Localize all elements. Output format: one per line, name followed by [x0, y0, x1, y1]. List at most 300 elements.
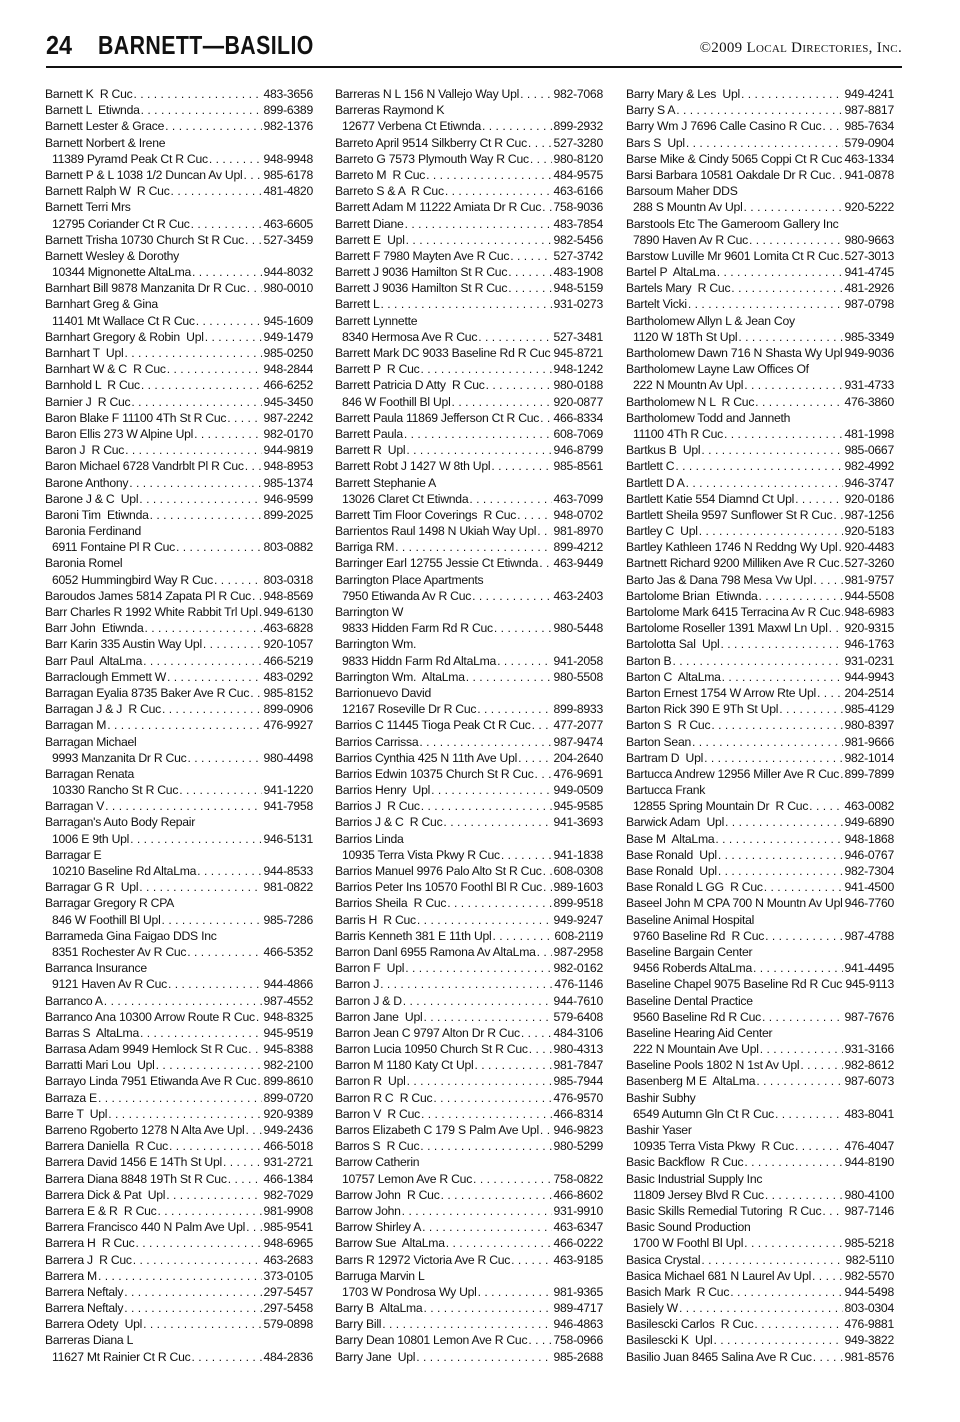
listing-phone: 483-3656 [263, 87, 313, 101]
dot-leader [686, 135, 844, 151]
dot-leader [472, 588, 552, 604]
listing-name: Barrera Francisco 440 N Palm Ave Upl [45, 1220, 246, 1235]
listing-phone: 989-4717 [553, 1301, 603, 1316]
listing-entry [45, 863, 313, 879]
listing-name: 10344 Mignonette AltaLma [52, 265, 191, 280]
dot-leader [171, 183, 263, 199]
listing-entry [626, 1268, 894, 1284]
listing-name: Barranco Ana 10300 Arrow Route R Cuc [45, 1009, 255, 1024]
listing-phone: 899-0720 [263, 1090, 313, 1105]
dot-leader [407, 1073, 553, 1089]
listing-name: Barrett Adam M 11222 Amiata Dr R Cuc [335, 200, 542, 215]
listing-entry [335, 86, 603, 102]
listing-entry [626, 620, 894, 636]
listing-name: Barragar G R Upl [45, 880, 139, 895]
listing-phone: 949-6130 [263, 605, 313, 619]
listing-entry [45, 1219, 313, 1235]
listing-phone: 987-8817 [844, 103, 894, 118]
listing-name: Bartholomew N L R Cuc [626, 394, 755, 409]
listing-entry [45, 1025, 313, 1041]
listing-entry [335, 345, 603, 361]
dot-leader [486, 377, 553, 393]
listing-name: Barnett L Etiwnda [45, 103, 140, 118]
listing-name: Barrera J R Cuc [45, 1252, 132, 1267]
listing-entry [45, 798, 313, 814]
listing-entry [626, 216, 894, 232]
dot-leader [511, 1252, 552, 1268]
listing-entry [45, 523, 313, 539]
listing-name: Bartlett Sheila 9597 Sunflower St R Cuc [626, 507, 833, 522]
listing-phone: 980-8397 [844, 718, 894, 733]
listing-name: Basiely W [626, 1301, 678, 1316]
listing-entry [45, 636, 313, 652]
dot-leader [762, 1009, 844, 1025]
listing-entry [335, 960, 603, 976]
page-number: 24 [46, 30, 73, 60]
dot-leader [406, 442, 552, 458]
listing-phone: 985-9541 [263, 1220, 313, 1235]
listing-entry [45, 555, 313, 571]
dot-leader [491, 458, 552, 474]
listing-entry [626, 1154, 894, 1170]
listing-entry [335, 863, 603, 879]
listing-entry [45, 1300, 313, 1316]
listing-name: Barton C AltaLma [626, 669, 721, 684]
listing-name: Base Ronald Upl [626, 864, 717, 878]
listing-entry [45, 831, 313, 847]
dot-leader [130, 831, 262, 847]
dot-leader [688, 296, 844, 312]
listing-entry [335, 1316, 603, 1332]
listing-column-2 [335, 86, 603, 1365]
dot-leader [176, 539, 262, 555]
listing-phone: 204-2640 [553, 750, 603, 765]
listing-entry [45, 183, 313, 199]
page-header [46, 30, 902, 62]
listing-name: Bartolotta Sal Upl [626, 637, 720, 652]
dot-leader [840, 248, 843, 264]
dot-leader [131, 394, 262, 410]
listing-entry [45, 1252, 313, 1268]
dot-leader [730, 1284, 843, 1300]
dot-leader [839, 539, 844, 555]
dot-leader [98, 1268, 263, 1284]
listing-entry [335, 167, 603, 183]
listing-name: Barrios Peter Ins 10570 Foothl Bl R Cuc [335, 880, 543, 895]
dot-leader [699, 523, 844, 539]
listing-name: Bartkus B Upl [626, 443, 701, 458]
listing-name: Barris H R Cuc [335, 912, 416, 927]
listing-phone: 476-9927 [263, 718, 313, 733]
dot-leader [718, 863, 844, 879]
dot-leader [812, 1268, 843, 1284]
dot-leader [840, 766, 843, 782]
listing-phone: 948-8569 [263, 588, 313, 603]
listing-name: 1703 W Pondrosa Wy Upl [342, 1284, 477, 1299]
listing-name: 222 N Mountain Ave Upl [633, 1042, 759, 1057]
dot-leader [139, 879, 262, 895]
listing-phone: 941-1838 [553, 847, 603, 862]
listing-phone: 297-5458 [263, 1301, 313, 1316]
dot-leader [452, 394, 553, 410]
copyright-notice: ©2009 Local Directories, Inc. [699, 40, 902, 56]
listing-phone: 931-4733 [844, 378, 894, 393]
dot-leader [423, 1300, 552, 1316]
listing-name: Barron J [335, 977, 380, 992]
dot-leader [421, 798, 553, 814]
listing-entry [626, 960, 894, 976]
listing-name: Barrett Mark DC 9033 Baseline Rd R Cuc [335, 346, 551, 360]
listing-name: 11389 Pyramd Peak Ct R Cuc [52, 151, 208, 166]
listing-phone: 948-6965 [263, 1236, 313, 1251]
listing-name: Basilio Juan 8465 Salina Ave R Cuc [626, 1349, 812, 1364]
listing-entry [45, 410, 313, 426]
dot-leader [701, 1252, 844, 1268]
dot-leader [711, 717, 843, 733]
dot-leader [508, 264, 552, 280]
listing-phone: 803-0304 [844, 1301, 894, 1316]
dot-leader [717, 264, 844, 280]
dot-leader [443, 814, 552, 830]
listing-name: Barton Sean [626, 734, 692, 749]
listing-entry [626, 976, 894, 992]
listing-phone: 985-7286 [263, 912, 313, 927]
listing-entry [45, 86, 313, 102]
listing-name: Barrow Catherin [335, 1155, 420, 1170]
listing-phone: 982-8612 [844, 1058, 894, 1073]
dot-leader [165, 118, 262, 134]
listing-entry [45, 361, 313, 377]
dot-leader [755, 394, 843, 410]
listing-phone: 949-6890 [844, 815, 894, 830]
listing-phone: 945-9519 [263, 1025, 313, 1040]
listing-phone: 945-9113 [845, 977, 894, 992]
listing-entry [335, 361, 603, 377]
listing-entry [626, 1090, 894, 1106]
dot-leader [445, 183, 553, 199]
listing-entry [45, 912, 313, 928]
listing-name: Barrios Manuel 9976 Palo Alto St R Cuc [335, 864, 542, 878]
listing-phone: 463-2403 [553, 588, 603, 603]
listing-name: Base Ronald Upl [626, 847, 717, 862]
listing-name: 6911 Fontaine Pl R Cuc [52, 540, 175, 555]
dot-leader [104, 993, 263, 1009]
listing-name: Barone Anthony [45, 475, 129, 490]
listing-entry [45, 118, 313, 134]
dot-leader [223, 1154, 263, 1170]
dot-leader [197, 863, 262, 879]
dot-leader [813, 572, 843, 588]
listing-phone: 476-3860 [844, 394, 894, 409]
dot-leader [724, 426, 844, 442]
listing-phone: 920-1057 [263, 637, 313, 652]
listing-name: Barragar E [45, 847, 102, 862]
listing-entry [335, 1122, 603, 1138]
listing-entry [626, 1138, 894, 1154]
dot-leader [257, 1073, 262, 1089]
listing-name: Barsi Barbara 10581 Oakdale Dr R Cuc [626, 167, 832, 182]
listing-entry [45, 1154, 313, 1170]
listing-name: Barnett Lester & Grace [45, 119, 165, 134]
listing-name: Barrasa Adam 9949 Hemlock St R Cuc [45, 1042, 248, 1057]
listing-name: Barstow Luville Mr 9601 Lomita Ct R Cuc [626, 248, 840, 263]
dot-leader [403, 993, 553, 1009]
listing-entry [45, 782, 313, 798]
listing-phone: 941-0878 [844, 167, 894, 182]
listing-entry [45, 442, 313, 458]
listing-entry [335, 329, 603, 345]
listing-phone: 985-0250 [263, 346, 313, 360]
dot-leader [228, 1171, 263, 1187]
listing-entry [626, 1073, 894, 1089]
listing-name: Basich Mark R Cuc [626, 1284, 730, 1299]
listing-name: Barr Paul AltaLma [45, 653, 143, 668]
listing-name: Barnhart Greg & Gina [45, 297, 158, 312]
listing-entry [45, 1235, 313, 1251]
listing-entry [45, 1090, 313, 1106]
listing-entry [335, 1203, 603, 1219]
listing-entry [335, 1090, 603, 1106]
dot-leader [543, 879, 552, 895]
listing-phone: 949-3822 [844, 1333, 894, 1348]
listing-entry [335, 1106, 603, 1122]
dot-leader [478, 1284, 553, 1300]
listing-entry [335, 475, 603, 491]
listing-name: Barragan J & J R Cuc [45, 702, 161, 717]
dot-leader [158, 1203, 263, 1219]
listing-name: Basilescki K Upl [626, 1333, 713, 1348]
listing-entry [335, 1041, 603, 1057]
listing-name: Base M AltaLma [626, 831, 715, 846]
listing-entry [626, 523, 894, 539]
dot-leader [478, 329, 552, 345]
listing-entry [626, 847, 894, 863]
listing-name: Barragar Gregory R CPA [45, 896, 175, 911]
listing-name: 222 N Mountn Av Upl [633, 378, 744, 393]
listing-phone: 982-5110 [845, 1252, 894, 1267]
listing-entry [626, 410, 894, 426]
dot-leader [731, 280, 843, 296]
listing-phone: 945-8388 [263, 1042, 313, 1057]
listing-phone: 920-9315 [844, 621, 894, 636]
listing-name: Base Ronald L GG R Cuc [626, 880, 763, 895]
dot-leader [166, 1187, 262, 1203]
listing-phone: 982-7029 [263, 1187, 313, 1202]
listing-entry [335, 993, 603, 1009]
dot-leader [245, 1122, 262, 1138]
listing-phone: 980-5508 [553, 669, 603, 684]
listing-entry [335, 782, 603, 798]
dot-leader [406, 232, 553, 248]
listing-name: Barron Jane Upl [335, 1009, 423, 1024]
listing-phone: 985-5218 [844, 1236, 894, 1251]
listing-phone: 484-9575 [553, 167, 603, 182]
listing-name: 11100 4Th R Cuc [633, 426, 723, 441]
listing-entry [335, 912, 603, 928]
listing-phone: 987-0798 [844, 297, 894, 312]
listing-phone: 941-4495 [844, 961, 894, 976]
listing-phone: 758-0822 [553, 1171, 603, 1186]
listing-phone: 899-8610 [263, 1074, 313, 1089]
listing-entry [335, 653, 603, 669]
listing-name: Barron J & D [335, 993, 402, 1008]
listing-name: Bartlett Katie 554 Diamnd Ct Upl [626, 491, 795, 506]
listing-entry [626, 1009, 894, 1025]
listing-entry [335, 216, 603, 232]
dot-leader [167, 669, 263, 685]
listing-entry [626, 831, 894, 847]
listing-entry [626, 199, 894, 215]
listing-name: Basica Crystal [626, 1252, 701, 1267]
listing-name: 9456 Roberds AltaLma [633, 961, 752, 976]
dot-leader [421, 1106, 553, 1122]
listing-name: Barton Rick 390 E 9Th St Upl [626, 702, 779, 717]
dot-leader [738, 329, 843, 345]
listing-name: Baronia Romel [45, 556, 123, 571]
listing-entry [335, 1138, 603, 1154]
listing-entry [626, 944, 894, 960]
listing-entry [335, 280, 603, 296]
listing-entry [626, 604, 894, 620]
listing-phone: 920-4483 [844, 540, 894, 555]
listing-phone: 948-5159 [553, 281, 603, 296]
listing-name: Bartels Mary R Cuc [626, 281, 731, 296]
listing-phone: 920-0877 [553, 394, 603, 409]
listing-name: Barrett E Upl [335, 232, 405, 247]
dot-leader [704, 750, 843, 766]
listing-phone: 899-2025 [263, 507, 313, 522]
listing-phone: 980-0010 [263, 281, 313, 296]
listing-phone: 981-9908 [263, 1203, 313, 1218]
dot-leader [179, 782, 262, 798]
listing-phone: 949-2436 [263, 1123, 313, 1137]
listing-phone: 944-8032 [263, 265, 313, 280]
listing-entry [335, 183, 603, 199]
dot-leader [833, 507, 843, 523]
listing-phone: 948-9948 [263, 151, 313, 166]
listing-phone: 980-4313 [553, 1042, 603, 1057]
listing-phone: 899-7899 [844, 766, 894, 781]
listing-name: Barriga RM [335, 540, 395, 555]
listing-entry [45, 960, 313, 976]
listing-phone: 463-0082 [844, 799, 894, 814]
listing-name: Barnhart T Upl [45, 346, 124, 360]
listing-entry [626, 1219, 894, 1235]
listing-entry [626, 572, 894, 588]
listing-phone: 944-9819 [263, 443, 313, 458]
listing-name: Barrington Wm. [335, 637, 417, 652]
listing-entry [335, 879, 603, 895]
listing-phone: 987-7676 [844, 1009, 894, 1024]
listing-entry [335, 669, 603, 685]
listing-phone: 899-9518 [553, 896, 603, 911]
listing-entry [335, 1268, 603, 1284]
dot-leader [227, 410, 262, 426]
listing-phone: 985-8561 [553, 459, 603, 474]
dot-leader [539, 555, 552, 571]
listing-name: Barrientos Raul 1498 N Ukiah Way Upl [335, 524, 537, 539]
listing-phone: 982-7304 [844, 864, 894, 878]
dot-leader [105, 798, 262, 814]
listing-phone: 944-7610 [553, 993, 603, 1008]
listing-phone: 946-1763 [844, 637, 894, 652]
listing-phone: 948-8953 [263, 459, 313, 474]
dot-leader [764, 879, 844, 895]
listing-phone: 481-2926 [844, 281, 894, 296]
dot-leader [129, 475, 262, 491]
listing-entry [45, 1332, 313, 1348]
listing-entry [335, 604, 603, 620]
listing-phone: 466-8334 [553, 410, 603, 425]
listing-phone: 948-1242 [553, 362, 603, 377]
listing-phone: 920-5183 [844, 524, 894, 539]
listing-name: Basic Sound Production [626, 1220, 751, 1235]
dot-leader [423, 1009, 552, 1025]
listing-phone: 941-7958 [263, 799, 313, 814]
listing-name: Barrett Robt J 1427 W 8th Upl [335, 459, 491, 474]
listing-entry [335, 1025, 603, 1041]
listing-entry [335, 232, 603, 248]
listing-entry [626, 734, 894, 750]
listing-name: 846 W Foothill Bl Upl [342, 394, 451, 409]
dot-leader [722, 669, 844, 685]
listing-phone: 987-2242 [263, 410, 313, 425]
listing-phone: 948-8325 [263, 1009, 313, 1024]
listing-name: Barton B [626, 653, 672, 668]
listing-entry [626, 912, 894, 928]
listing-phone: 949-1479 [263, 329, 313, 344]
listing-phone: 985-6178 [263, 167, 313, 182]
listing-entry [45, 1284, 313, 1300]
listing-name: Barreras Diana L [45, 1333, 134, 1348]
listing-name: Barros S R Cuc [335, 1139, 420, 1154]
listing-phone: 987-9474 [553, 734, 603, 749]
listing-name: Barragan M [45, 718, 107, 733]
listing-entry [45, 1073, 313, 1089]
listing-name: 13026 Claret Ct Etiwnda [342, 491, 469, 506]
listing-name: 9833 Hiddn Farm Rd AltaLma [342, 653, 497, 668]
listing-entry [335, 636, 603, 652]
listing-entry [45, 394, 313, 410]
listing-entry [335, 572, 603, 588]
listing-name: Barrett L [335, 297, 380, 312]
listing-phone: 987-2958 [553, 944, 603, 959]
listing-entry [335, 248, 603, 264]
listing-phone: 463-2683 [263, 1252, 313, 1267]
listing-phone: 463-6605 [263, 216, 313, 231]
listing-entry [626, 475, 894, 491]
listing-phone: 946-8799 [553, 443, 603, 458]
listing-name: Bashir Subhy [626, 1090, 696, 1105]
listing-name: Barnier J R Cuc [45, 394, 131, 409]
dot-leader [759, 588, 844, 604]
listing-name: 10210 Baseline Rd AltaLma [52, 864, 197, 878]
listing-phone: 476-1146 [554, 977, 603, 992]
listing-name: 9993 Manzanita Dr R Cuc [52, 750, 187, 765]
listing-phone: 297-5457 [263, 1284, 313, 1299]
dot-leader [417, 912, 553, 928]
dot-leader [841, 604, 843, 620]
listing-name: Baseline Hearing Aid Center [626, 1025, 773, 1040]
listing-phone: 946-4863 [553, 1317, 603, 1332]
listing-name: Baroni Tim Etiwnda [45, 507, 149, 522]
listing-name: Bartholomew Dawn 716 N Shasta Wy Upl [626, 346, 843, 360]
dot-leader [108, 1106, 262, 1122]
listing-phone: 987-1256 [844, 507, 894, 522]
listing-column-3 [626, 86, 894, 1365]
listing-name: Barreno Rgoberto 1278 N Alta Ave Upl [45, 1123, 245, 1137]
listing-entry [335, 766, 603, 782]
